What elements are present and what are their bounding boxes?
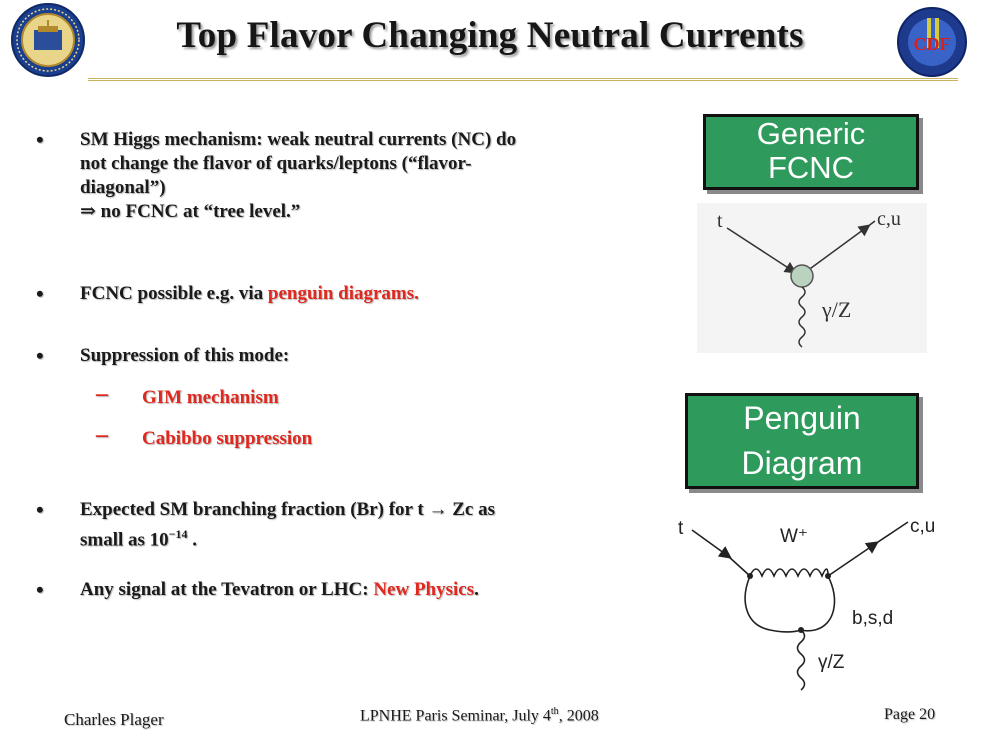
bullet-line: Expected SM branching fraction (Br) for t → Zc as — [80, 499, 495, 520]
footer-event: LPNHE Paris Seminar, July 4th, 2008 — [360, 706, 599, 725]
cdf-logo-text: CDF — [913, 34, 951, 54]
fcnc-vertex — [791, 265, 813, 287]
bullet-text — [80, 498, 620, 552]
sub-dash: – — [96, 422, 108, 448]
sub-dash: – — [96, 381, 108, 407]
penguin-diagram-label-box — [685, 393, 919, 489]
bullet-line: small as $10^{-14}$ . — [80, 527, 198, 551]
box-line: FCNC — [767, 150, 855, 185]
penguin-diagram — [670, 500, 970, 700]
label-cu: c,u — [877, 208, 901, 230]
box-line: Diagram — [741, 445, 863, 481]
bullet-dot: • — [36, 577, 44, 602]
label-t: t — [678, 518, 684, 539]
bullet-line: SM Higgs mechanism: weak neutral currents (NC) do — [80, 129, 517, 150]
bullet-dot: • — [36, 497, 44, 522]
sub-text: GIM mechanism — [142, 387, 279, 408]
footer-page-number: Page 20 — [884, 706, 936, 723]
bullet-line: FCNC possible e.g. via — [80, 283, 268, 304]
w-boson-wavy-line — [750, 569, 828, 576]
bullet-line: not change the flavor of quarks/leptons (“flavor- — [80, 153, 472, 174]
label-boson: γ/Z — [822, 297, 852, 322]
university-seal-logo — [10, 2, 86, 78]
slide-title: Top Flavor Changing Neutral Currents — [176, 15, 804, 56]
loop-left — [745, 576, 801, 632]
bullet-text — [80, 128, 620, 224]
bullet-dot: • — [36, 127, 44, 152]
cdf-logo — [896, 6, 968, 78]
highlight-text: penguin diagrams. — [267, 283, 419, 304]
label-cu: c,u — [910, 516, 936, 537]
box-line: Generic — [756, 116, 866, 151]
label-t: t — [717, 210, 723, 232]
bullet-text: Any signal at the Tevatron or LHC: New Physics. — [80, 579, 479, 600]
bullet-line: diagonal”) — [80, 177, 166, 198]
generic-fcnc-label-box — [703, 114, 919, 190]
label-bsd: b,s,d — [852, 608, 894, 629]
box-line: Penguin — [743, 400, 861, 436]
bullet-text — [80, 282, 620, 306]
label-w: W⁺ — [780, 526, 808, 547]
highlight-text: New Physics — [373, 579, 475, 600]
footer-author: Charles Plager — [64, 710, 164, 729]
sub-text: Cabibbo suppression — [142, 428, 313, 449]
label-boson: γ/Z — [818, 652, 845, 673]
bullet-line: ⇒ no FCNC at “tree level.” — [80, 201, 301, 222]
bullet-text: Suppression of this mode: — [80, 345, 290, 366]
generic-fcnc-diagram — [697, 203, 927, 353]
title-divider — [88, 78, 958, 81]
loop-right — [801, 576, 834, 631]
boson-wavy-line — [798, 630, 805, 690]
bullet-dot: • — [36, 281, 44, 306]
bullet-dot: • — [36, 343, 44, 368]
